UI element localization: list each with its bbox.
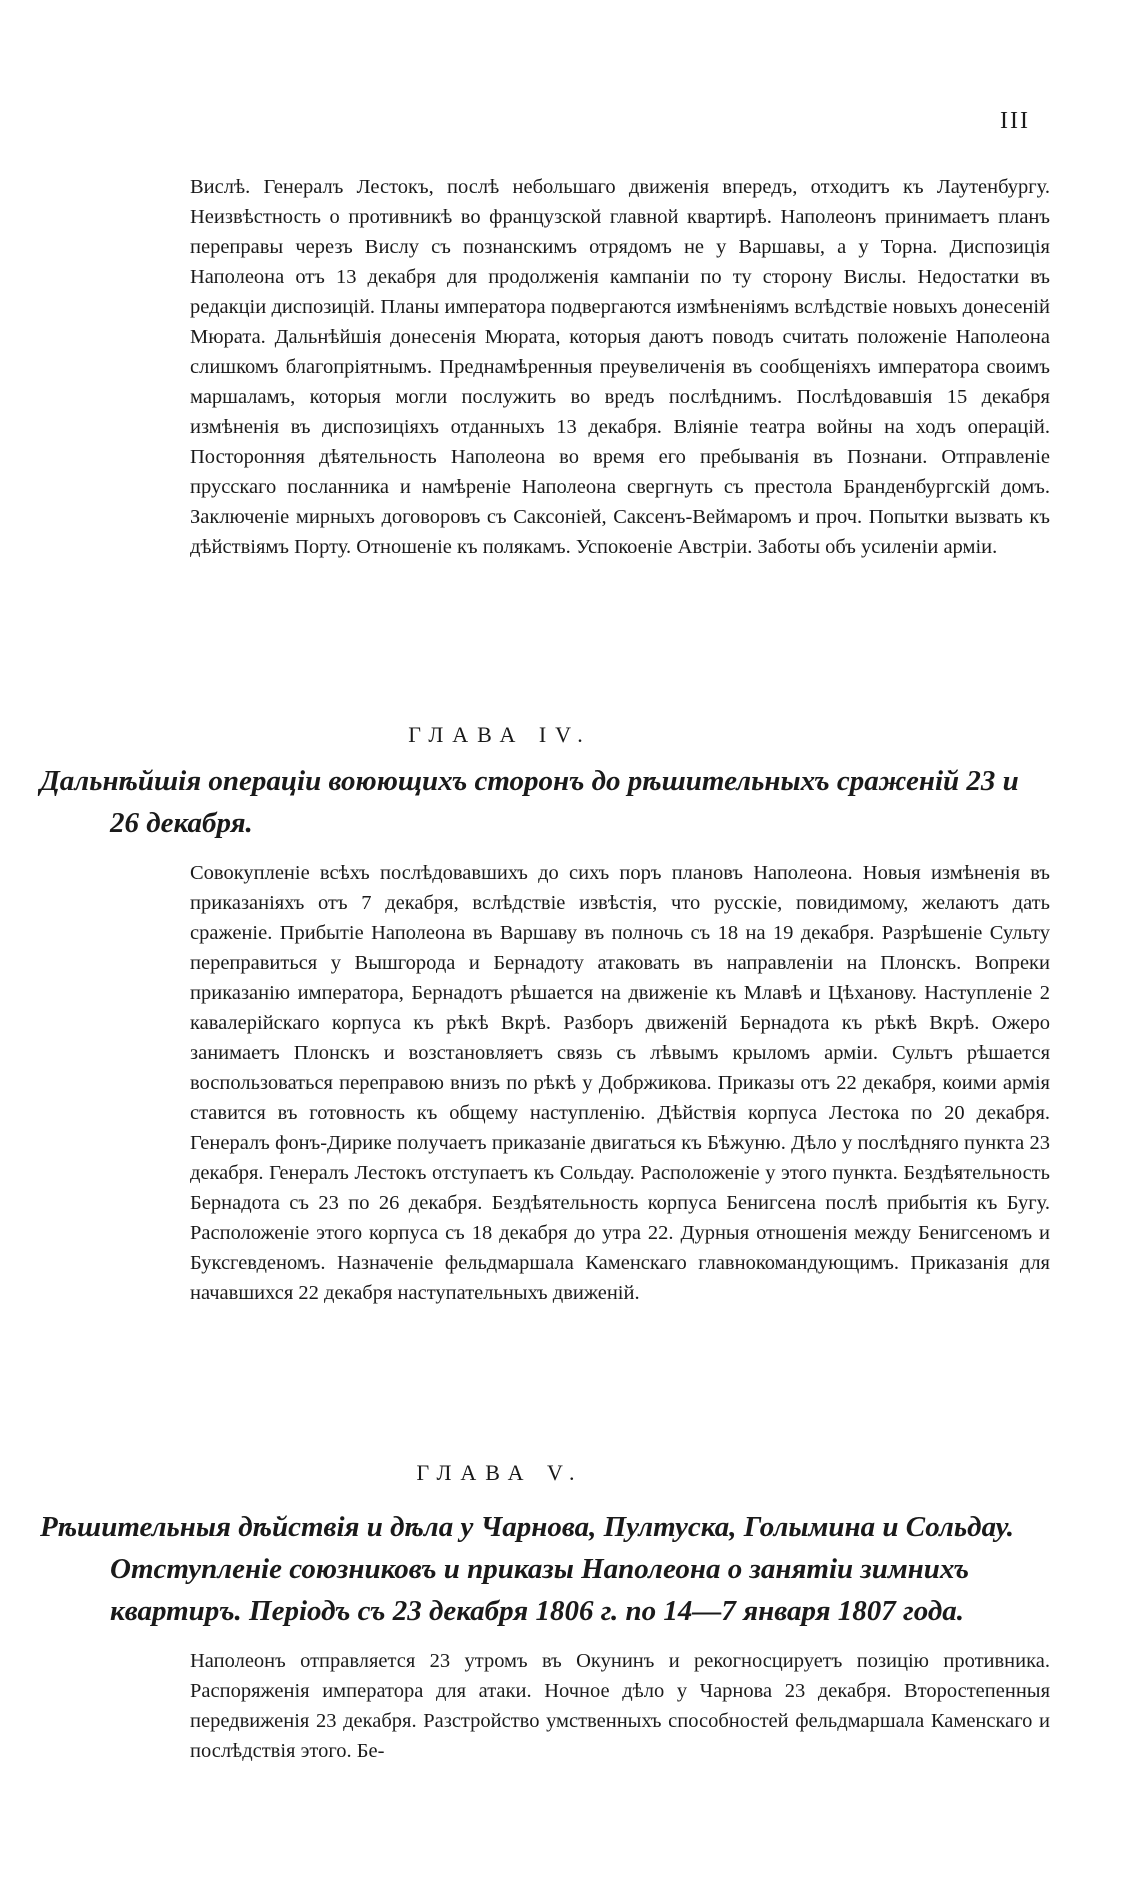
chapter-5-title-line-2: Отступленіе союзниковъ и приказы Наполеона о занятіи зимнихъ квартиръ. Періодъ съ 23 декабря 1806 г. по 14—7 января 1807 года. bbox=[110, 1553, 969, 1627]
chapter-5-summary: Наполеонъ отправляется 23 утромъ въ Окунинъ и рекогносцируетъ позицію противника. Распоряженія императора для атаки. Ночное дѣло у Чарнова 23 декабря. Второстепенныя передвиженія 23 декабря. Разстройство умственныхъ способностей фельдмаршала Каменскаго и послѣдствія этого. Бе- bbox=[190, 1650, 1050, 1762]
chapter-5-title bbox=[40, 1506, 1050, 1632]
chapter-5-title-line-1: Рѣшительныя дѣйствія и дѣла у Чарнова, Пултуска, Голымина и Сольдау. bbox=[40, 1511, 1014, 1543]
chapter-4-title-line-1: Дальнѣйшія операціи воюющихъ сторонъ до рѣшительныхъ сраженій 23 и bbox=[40, 765, 1019, 797]
chapter-4-label: ГЛАВА IV. bbox=[408, 722, 592, 747]
chapter-5-label: ГЛАВА V. bbox=[416, 1460, 584, 1485]
chapter-4-summary: Совокупленіе всѣхъ послѣдовавшихъ до сихъ поръ плановъ Наполеона. Новыя измѣненія въ приказаніяхъ отъ 7 декабря, вслѣдствіе извѣстія, что русскіе, повидимому, желаютъ дать сраженіе. Прибытіе Наполеона въ Варшаву въ полночь съ 18 на 19 декабря. Разрѣшеніе Сульту переправиться у Вышгорода и Бернадоту атаковать въ направленіи на Плонскъ. Вопреки приказанію императора, Бернадотъ рѣшается на движеніе къ Млавѣ и Цѣханову. Наступленіе 2 кавалерійскаго корпуса къ рѣкѣ Вкрѣ. Разборъ движеній Бернадота къ рѣкѣ Вкрѣ. Ожеро занимаетъ Плонскъ и возстановляетъ связь съ лѣвымъ крыломъ арміи. Сультъ рѣшается воспользоваться переправою внизъ по рѣкѣ у Добржикова. Приказы отъ 22 декабря, коими армія ставится въ готовность къ общему наступленію. Дѣйствія корпуса Лестока по 20 декабря. Генералъ фонъ-Дирике получаетъ приказаніе двигаться къ Бѣжуню. Дѣло у послѣдняго пункта 23 декабря. Генералъ Лестокъ отступаетъ къ Сольдау. Расположеніе у этого пункта. Бездѣятельность Бернадота съ 23 по 26 декабря. Бездѣятельность корпуса Бенигсена послѣ прибытія къ Бугу. Расположеніе этого корпуса съ 18 декабря до утра 22. Дурныя отношенія между Бенигсеномъ и Буксгевденомъ. Назначеніе фельдмаршала Каменскаго главнокомандующимъ. Приказанія для начавшихся 22 декабря наступательныхъ движеній. bbox=[190, 862, 1050, 1304]
chapter-4-title bbox=[40, 760, 1050, 844]
chapter-4-title-line-2: 26 декабря. bbox=[110, 807, 253, 839]
page-number: III bbox=[1000, 108, 1030, 134]
chapter-3-summary-continued: Вислѣ. Генералъ Лестокъ, послѣ небольшаго движенія впередъ, отходитъ къ Лаутенбургу. Неизвѣстность о противникѣ во французской главной квартирѣ. Наполеонъ принимаетъ планъ переправы черезъ Вислу съ познанскимъ отрядомъ не у Варшавы, а у Торна. Диспозиція Наполеона отъ 13 декабря для продолженія кампаніи по ту сторону Вислы. Недостатки въ редакціи диспозицій. Планы императора подвергаются измѣненіямъ вслѣдствіе новыхъ донесеній Мюрата. Дальнѣйшія донесенія Мюрата, которыя даютъ поводъ считать положеніе Наполеона слишкомъ благопріятнымъ. Преднамѣренныя преувеличенія въ сообщеніяхъ императора своимъ маршаламъ, которыя могли послужить во вредъ послѣднимъ. Послѣдовавшія 15 декабря измѣненія въ диспозиціяхъ отданныхъ 13 декабря. Вліяніе театра войны на ходъ операцій. Посторонняя дѣятельность Наполеона во время его пребыванія въ Познани. Отправленіе прусскаго посланника и намѣреніе Наполеона свергнуть съ престола Бранденбургскій домъ. Заключеніе мирныхъ договоровъ съ Саксоніей, Саксенъ-Веймаромъ и проч. Попытки вызвать къ дѣйствіямъ Порту. Отношеніе къ полякамъ. Успокоеніе Австріи. Заботы объ усиленіи арміи. bbox=[190, 176, 1050, 558]
